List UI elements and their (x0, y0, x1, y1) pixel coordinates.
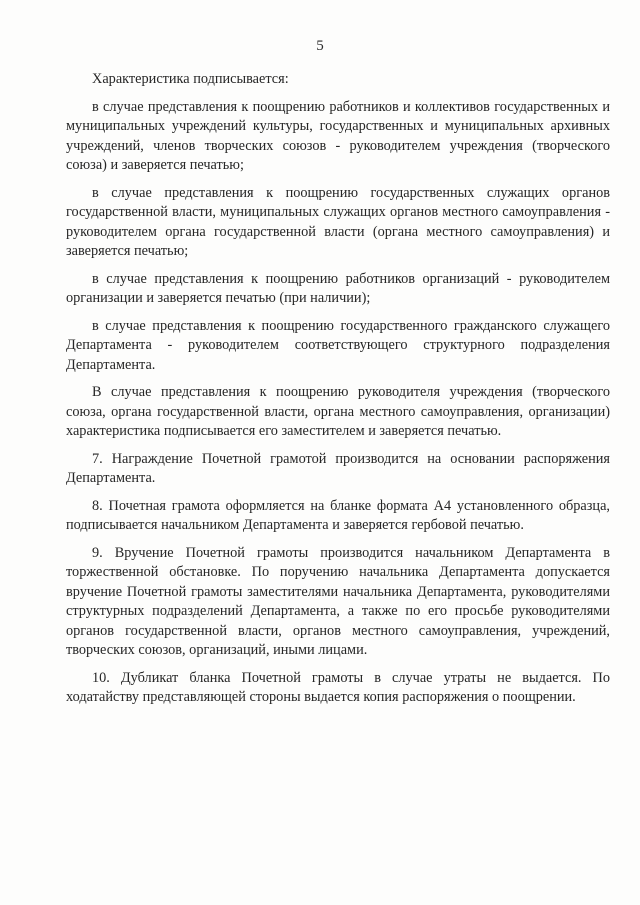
paragraph-item-10: 10. Дубликат бланка Почетной грамоты в случае утраты не выдается. По ходатайству представляющей стороны выдается копия распоряжения о поощрении. (66, 669, 610, 705)
paragraph-intro: Характеристика подписывается: (92, 71, 289, 87)
page-number: 5 (316, 38, 324, 54)
paragraph-department-employee: в случае представления к поощрению государственного гражданского служащего Департамента - руководителем соответствующего структурного подразделения Департамента. (66, 317, 610, 373)
paragraph-item-9: 9. Вручение Почетной грамоты производится начальником Департамента в торжественной обстановке. По поручению начальника Департамента допускается вручение Почетной грамоты заместителями начальника Департамента, руководителями структурных подразделений Департамента, а также по его просьбе руководителями органов государственной власти, органов местного самоуправления, учреждений, творческих союзов, организаций, иными лицами. (66, 544, 610, 658)
paragraph-item-7: 7. Награждение Почетной грамотой производится на основании распоряжения Департамента. (66, 450, 610, 486)
paragraph-organizations: в случае представления к поощрению работников организаций - руководителем организации и заверяется печатью (при наличии); (66, 270, 610, 306)
paragraph-culture-institutions: в случае представления к поощрению работников и коллективов государственных и муниципальных учреждений культуры, государственных и муниципальных архивных учреждений, членов творческих союзов - руководителем учреждения (творческого союза) и заверяется печатью; (66, 98, 610, 173)
paragraph-civil-servants: в случае представления к поощрению государственных служащих органов государственной власти, муниципальных служащих органов местного самоуправления - руководителем органа государственной власти (органа местного самоуправления) и заверяется печатью; (66, 184, 610, 259)
paragraph-item-8: 8. Почетная грамота оформляется на бланке формата А4 установленного образца, подписывается начальником Департамента и заверяется гербовой печатью. (66, 497, 610, 533)
paragraph-head-of-institution: В случае представления к поощрению руководителя учреждения (творческого союза, органа государственной власти, органа местного самоуправления, организации) характеристика подписывается его заместителем и заверяется печатью. (66, 384, 610, 439)
document-body (66, 70, 610, 716)
